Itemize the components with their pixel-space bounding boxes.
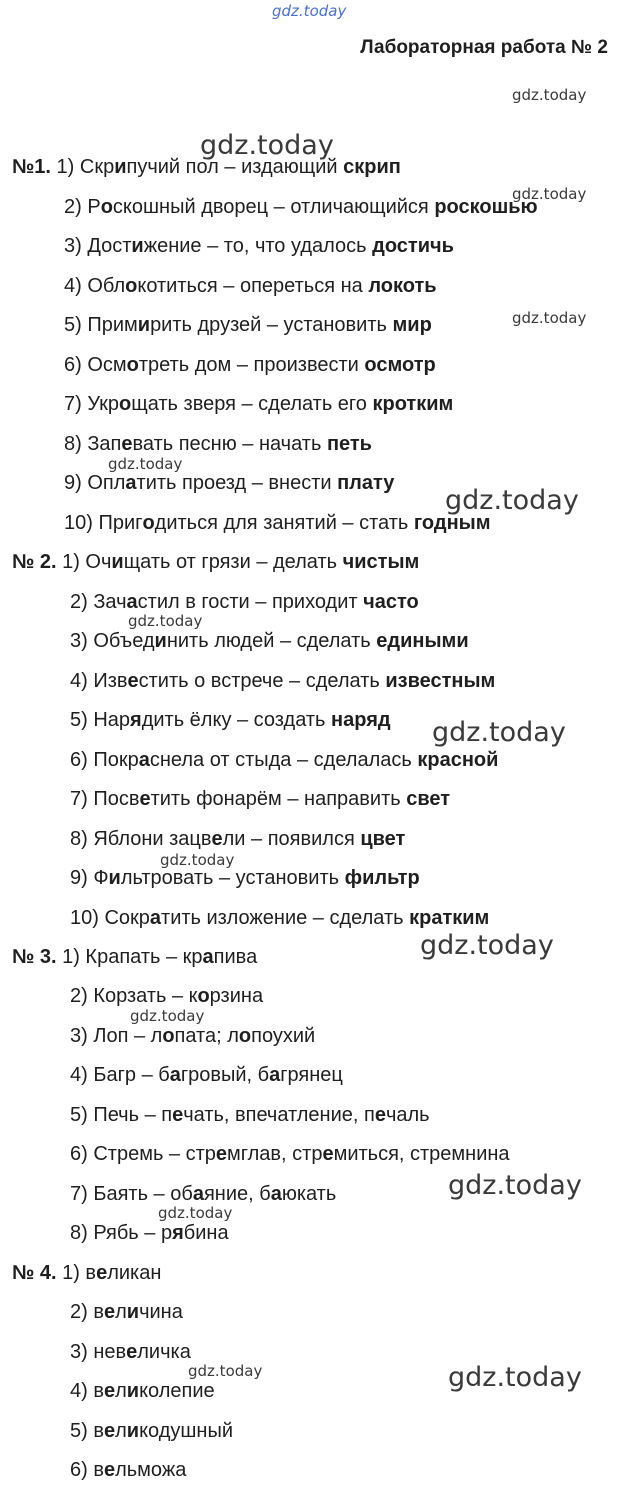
highlighted-letter: и (137, 314, 151, 336)
text-segment: 3) нев (70, 1341, 127, 1363)
text-segment: стить о встрече – сделать (138, 670, 386, 692)
text-segment: 7) Посв (70, 788, 140, 810)
exercise-line (70, 1419, 233, 1443)
text-segment: 5) Прим (64, 314, 138, 336)
highlighted-letter: о (100, 196, 113, 218)
text-segment: 7) Укр (64, 393, 120, 415)
highlighted-letter: я (172, 1222, 184, 1244)
exercise-line (64, 511, 491, 535)
exercise-line (12, 550, 419, 574)
highlighted-letter: о (119, 393, 132, 415)
highlighted-letter: о (142, 512, 155, 534)
highlighted-letter: е (103, 1420, 116, 1442)
text-segment: 10) Приг (64, 512, 143, 534)
text-segment: 4) Изв (70, 670, 128, 692)
exercise-line (70, 590, 419, 614)
text-segment: 8) Яблони зацв (70, 828, 212, 850)
answer-word: цвет (360, 828, 406, 850)
highlighted-letter: а (192, 1183, 204, 1205)
exercise-line (64, 392, 453, 416)
text-segment: щать от грязи – делать (123, 551, 343, 573)
highlighted-letter: о (126, 354, 139, 376)
text-segment: треть дом – произвести (138, 354, 365, 376)
text-segment: гровый, б (180, 1064, 270, 1086)
watermark: gdz.today (130, 1007, 205, 1025)
text-segment: дить ёлку – создать (141, 709, 332, 731)
text-segment: юкать (281, 1183, 337, 1205)
highlighted-letter: и (126, 1420, 140, 1442)
watermark: gdz.today (420, 930, 554, 961)
exercise-line (64, 274, 437, 298)
text-segment: миться, стремнина (333, 1143, 510, 1165)
highlighted-letter: и (126, 1301, 140, 1323)
answer-word: мир (392, 314, 432, 336)
text-segment: 3) Лоп – л (70, 1025, 163, 1047)
exercise-line (70, 787, 450, 811)
text-segment: 2) Корзать – к (70, 985, 198, 1007)
exercise-number: № 2. (12, 551, 57, 573)
text-segment: колепие (139, 1380, 215, 1402)
highlighted-letter: е (172, 1104, 184, 1126)
exercise-line (64, 432, 372, 456)
text-segment: бина (183, 1222, 229, 1244)
exercise-number: № 3. (12, 946, 57, 968)
text-segment: 6) Стремь – стр (70, 1143, 216, 1165)
text-segment: мглав, стр (227, 1143, 323, 1165)
answer-word: наряд (331, 709, 391, 731)
text-segment: скошный дворец – отличающийся (112, 196, 435, 218)
exercise-line (70, 906, 489, 930)
exercise-line (70, 1182, 336, 1206)
highlighted-letter: а (126, 591, 138, 613)
text-segment: нить людей – сделать (166, 630, 377, 652)
highlighted-letter: е (215, 1143, 228, 1165)
highlighted-letter: о (125, 275, 138, 297)
text-segment: 2) в (70, 1301, 104, 1323)
answer-word: известным (385, 670, 496, 692)
exercise-line (70, 748, 498, 772)
highlighted-letter: о (197, 985, 210, 1007)
exercise-line (12, 945, 257, 969)
text-segment: 6) в (70, 1459, 104, 1481)
highlighted-letter: а (202, 946, 214, 968)
exercise-line (70, 1221, 229, 1245)
watermark: gdz.today (448, 1170, 582, 1201)
exercise-line (64, 353, 436, 377)
text-segment: 10) Сокр (70, 907, 150, 929)
text-segment: 8) Зап (64, 433, 122, 455)
text-segment: чать, впечатление, п (183, 1104, 375, 1126)
answer-word: роскошью (434, 196, 538, 218)
text-segment: 1) Скр (56, 156, 115, 178)
exercise-line (70, 1300, 183, 1324)
text-segment: стил в гости – приходит (137, 591, 364, 613)
text-segment: яние, б (203, 1183, 271, 1205)
text-segment: диться для занятий – стать (154, 512, 414, 534)
text-segment: 4) Багр – б (70, 1064, 170, 1086)
highlighted-letter: а (269, 1064, 281, 1086)
answer-word: свет (406, 788, 451, 810)
text-segment: 9) Опл (64, 472, 126, 494)
highlighted-letter: и (108, 867, 121, 889)
answer-word: едиными (376, 630, 469, 652)
highlighted-letter: е (121, 433, 133, 455)
highlighted-letter: а (169, 1064, 181, 1086)
exercise-line (64, 313, 432, 337)
watermark: gdz.today (512, 185, 587, 203)
exercise-line (70, 1458, 186, 1482)
text-segment: тить проезд – внести (136, 472, 338, 494)
answer-word: плату (337, 472, 395, 494)
text-segment: рить друзей – установить (150, 314, 393, 336)
text-segment: л (115, 1420, 127, 1442)
highlighted-letter: е (103, 1459, 116, 1481)
exercise-line (64, 471, 394, 495)
highlighted-letter: а (138, 749, 150, 771)
highlighted-letter: е (374, 1104, 386, 1126)
highlighted-letter: и (131, 235, 144, 257)
text-segment: 2) Р (64, 196, 101, 218)
top-logo-watermark: gdz.today (272, 2, 347, 20)
watermark: gdz.today (108, 455, 183, 473)
exercise-line (70, 984, 263, 1008)
exercise-number: № 4. (12, 1262, 57, 1284)
exercise-line (70, 1379, 215, 1403)
exercise-line (70, 827, 405, 851)
text-segment: ликан (107, 1262, 162, 1284)
highlighted-letter: е (103, 1301, 116, 1323)
exercise-line (70, 1024, 315, 1048)
text-segment: л (115, 1380, 127, 1402)
text-segment: кодушный (139, 1420, 234, 1442)
answer-word: кротким (372, 393, 454, 415)
text-segment: пива (213, 946, 258, 968)
text-segment: 9) Ф (70, 867, 109, 889)
watermark: gdz.today (158, 1204, 233, 1222)
text-segment: 3) Объед (70, 630, 155, 652)
answer-word: годным (413, 512, 491, 534)
answer-word: красной (417, 749, 499, 771)
answer-word: чистым (342, 551, 420, 573)
watermark: gdz.today (445, 485, 579, 516)
text-segment: льтровать – установить (120, 867, 345, 889)
highlighted-letter: и (114, 156, 127, 178)
text-segment: 1) Крапать – кр (62, 946, 203, 968)
highlighted-letter: е (139, 788, 151, 810)
text-segment: вать песню – начать (132, 433, 327, 455)
exercise-line (70, 1142, 510, 1166)
answer-word: скрип (343, 156, 401, 178)
exercise-line (70, 1063, 343, 1087)
answer-word: фильтр (344, 867, 420, 889)
watermark: gdz.today (160, 851, 235, 869)
text-segment: личка (137, 1341, 191, 1363)
text-segment: 4) Обл (64, 275, 126, 297)
watermark: gdz.today (448, 1362, 582, 1393)
highlighted-letter: е (126, 1341, 138, 1363)
answer-word: достичь (372, 235, 454, 257)
text-segment: поухий (251, 1025, 316, 1047)
highlighted-letter: а (270, 1183, 282, 1205)
exercise-line (70, 669, 495, 693)
highlighted-letter: и (126, 1380, 140, 1402)
text-segment: тить фонарём – направить (150, 788, 407, 810)
highlighted-letter: и (111, 551, 124, 573)
answer-word: осмотр (364, 354, 436, 376)
text-segment: тить изложение – сделать (161, 907, 410, 929)
highlighted-letter: о (162, 1025, 175, 1047)
page-title: Лабораторная работа № 2 (360, 37, 608, 58)
highlighted-letter: я (130, 709, 142, 731)
highlighted-letter: е (211, 828, 223, 850)
text-segment: 6) Покр (70, 749, 139, 771)
text-segment: 3) Дост (64, 235, 132, 257)
text-segment: 5) Нар (70, 709, 131, 731)
text-segment: чина (139, 1301, 183, 1323)
highlighted-letter: о (238, 1025, 252, 1047)
text-segment: пучий пол – издающий (126, 156, 344, 178)
exercise-line (70, 629, 469, 653)
highlighted-letter: е (127, 670, 139, 692)
watermark: gdz.today (432, 717, 566, 748)
text-segment: котиться – опереться на (137, 275, 369, 297)
highlighted-letter: е (103, 1380, 116, 1402)
watermark: gdz.today (512, 309, 587, 327)
text-segment: 1) в (62, 1262, 97, 1284)
exercise-line (12, 1261, 161, 1285)
text-segment: 1) Оч (62, 551, 112, 573)
text-segment: льможа (115, 1459, 187, 1481)
text-segment: л (115, 1301, 127, 1323)
exercise-line (12, 155, 401, 179)
highlighted-letter: и (154, 630, 167, 652)
watermark: gdz.today (188, 1362, 263, 1380)
text-segment: жение – то, что удалось (143, 235, 373, 257)
exercise-line (70, 708, 391, 732)
text-segment: 5) Печь – п (70, 1104, 173, 1126)
text-segment: рзина (209, 985, 264, 1007)
text-segment: 2) Зач (70, 591, 127, 613)
text-segment: 7) Баять – об (70, 1183, 193, 1205)
text-segment: щать зверя – сделать его (131, 393, 373, 415)
answer-word: петь (326, 433, 372, 455)
exercise-line (64, 195, 538, 219)
text-segment: 4) в (70, 1380, 104, 1402)
exercise-line (70, 1340, 191, 1364)
answer-word: кратким (409, 907, 490, 929)
highlighted-letter: а (149, 907, 162, 929)
text-segment: 6) Осм (64, 354, 127, 376)
text-segment: 5) в (70, 1420, 104, 1442)
text-segment: чаль (385, 1104, 430, 1126)
text-segment: 8) Рябь – р (70, 1222, 173, 1244)
exercise-line (64, 234, 454, 258)
text-segment: снела от стыда – сделалась (149, 749, 418, 771)
exercise-number: №1. (12, 156, 51, 178)
answer-word: локоть (368, 275, 437, 297)
exercise-line (70, 866, 420, 890)
text-segment: пата; л (174, 1025, 239, 1047)
text-segment: грянец (280, 1064, 343, 1086)
highlighted-letter: а (125, 472, 137, 494)
watermark: gdz.today (512, 86, 587, 104)
exercise-line (70, 1103, 430, 1127)
highlighted-letter: е (322, 1143, 334, 1165)
watermark: gdz.today (200, 130, 334, 161)
text-segment: ли – появился (222, 828, 361, 850)
highlighted-letter: е (96, 1262, 108, 1284)
answer-word: часто (363, 591, 419, 613)
watermark: gdz.today (128, 612, 203, 630)
